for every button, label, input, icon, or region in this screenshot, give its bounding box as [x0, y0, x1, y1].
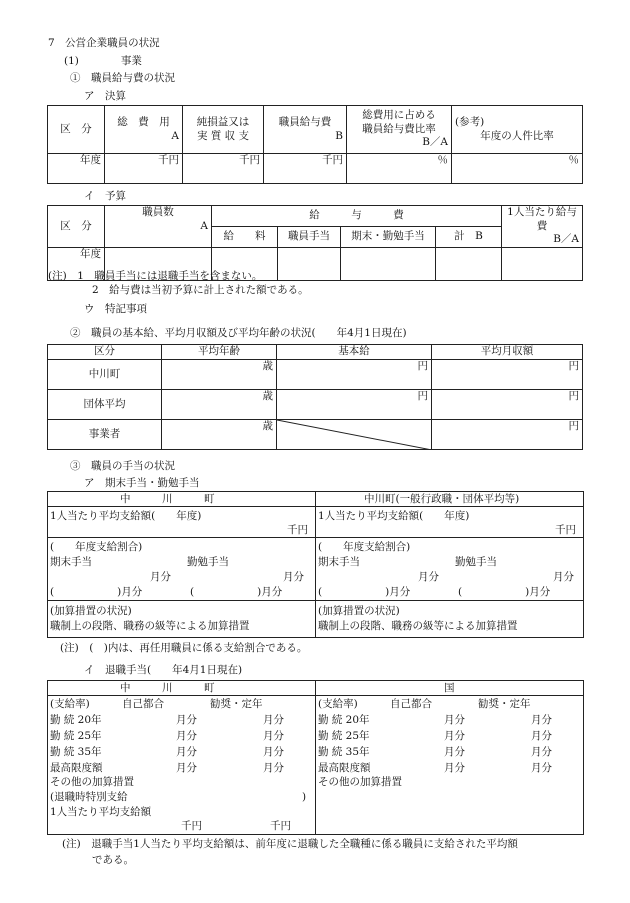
data-cell: [502, 247, 583, 280]
avg-payment-label: 1人当たり平均支給額( 年度): [318, 510, 470, 522]
months-unit: 月分: [176, 746, 197, 758]
unit-cell: 円: [432, 360, 583, 390]
col-header-salary-ratio: 総費用に占める 職員給与費比率 B／A: [347, 106, 452, 154]
unit-thousand-yen: 千円: [287, 524, 308, 536]
addon-text: 職制上の段階、職務の級等による加算措置: [50, 620, 250, 632]
kimatsu-label: 期末手当: [50, 556, 92, 568]
months-unit: 月分: [418, 571, 439, 583]
bonus-right-header: 中川町(一般行政職・団体平均等): [364, 493, 520, 505]
other-addon-label: その他の加算措置: [318, 776, 402, 788]
unit-cell: 歳: [162, 360, 277, 390]
item-heading: ② 職員の基本給、平均月収額及び平均年齢の状況( 年4月1日現在): [70, 327, 407, 339]
divider: [315, 680, 316, 834]
note-line: (注) 1 職員手当には退職手当を含まない。: [48, 270, 263, 282]
unit-cell: 千円: [183, 154, 264, 184]
data-cell: [278, 247, 341, 280]
months-unit: 月分: [531, 746, 552, 758]
years-label: 勤 続 20年: [318, 714, 370, 726]
divider: [47, 695, 583, 696]
months-unit: 月分: [263, 762, 284, 774]
rate-label: (支給率): [50, 698, 90, 710]
months-unit: 月分: [176, 714, 197, 726]
months-unit: 月分: [176, 730, 197, 742]
unit-cell: 円: [432, 390, 583, 420]
row-label: 団体平均: [48, 390, 162, 420]
years-label: 勤 続 25年: [318, 730, 370, 742]
addon-text: 職制上の段階、職務の級等による加算措置: [318, 620, 518, 632]
col-header-bonus: 期末・勤勉手当: [341, 226, 436, 247]
special-payment-label: (退職時特別支給: [50, 791, 128, 803]
months-unit: 月分: [150, 571, 171, 583]
unit-cell: 千円: [264, 154, 347, 184]
years-label: 勤 続 25年: [50, 730, 102, 742]
months-unit: 月分: [263, 730, 284, 742]
ratio-label: ( 年度支給割合): [50, 541, 143, 553]
months-unit: 月分: [263, 714, 284, 726]
base-salary-table: [47, 344, 583, 450]
divider: [315, 491, 316, 637]
months-unit: 月分: [531, 730, 552, 742]
note-line: (注) 退職手当1人当たり平均支給額は、前年度に退職した全職種に係る職員に支給された平均額: [62, 838, 518, 850]
divider: [47, 600, 583, 601]
col-header-kubun: 区 分: [48, 206, 105, 248]
col-header-kubun: 区 分: [48, 106, 105, 154]
ratio-label: ( 年度支給割合): [318, 541, 411, 553]
other-addon-label: その他の加算措置: [50, 776, 134, 788]
col-header-salary-group: 給 与 費: [212, 206, 502, 227]
section-heading: 7 公営企業職員の状況: [48, 37, 160, 49]
addon-title: (加算措置の状況): [50, 605, 132, 617]
addon-title: (加算措置の状況): [318, 605, 400, 617]
rate-label: (支給率): [318, 698, 358, 710]
col-header-net-income: 純損益又は 実 質 収 支: [183, 106, 264, 154]
data-cell: [341, 247, 436, 280]
retire-right-header: 国: [444, 682, 455, 694]
subsection-heading: (1) 事業: [64, 55, 142, 67]
col-header-per-person: 1人当たり給与費 B／A: [502, 206, 583, 248]
bonus-left-header: 中 川 町: [120, 493, 215, 505]
divider: [47, 537, 583, 538]
col-header-avg-monthly: 平均月収額: [432, 345, 583, 360]
avg-payment-label: 1人当たり平均支給額( 年度): [50, 510, 202, 522]
unit-cell: ％: [347, 154, 452, 184]
unit-thousand-yen: 千円: [555, 524, 576, 536]
years-label: 勤 続 35年: [318, 746, 370, 758]
unit-cell: 歳: [162, 390, 277, 420]
subitem-heading: イ 退職手当( 年4月1日現在): [84, 664, 243, 676]
col-header-kubun: 区分: [48, 345, 162, 360]
months-unit: 月分: [176, 762, 197, 774]
months-unit: 月分: [444, 730, 465, 742]
settlement-table: [47, 105, 583, 184]
divider: [47, 506, 583, 507]
months-unit: 月分: [531, 762, 552, 774]
reappointed-months: ( )月分: [50, 586, 143, 598]
col-header-base-salary: 基本給: [277, 345, 432, 360]
item-heading: ③ 職員の手当の状況: [70, 460, 175, 472]
subitem-heading: ア 期末手当・勤勉手当: [84, 477, 200, 489]
kinben-label: 勤勉手当: [455, 556, 497, 568]
reappointed-months: ( )月分: [458, 586, 551, 598]
col-header-allowance: 職員手当: [278, 226, 341, 247]
months-unit: 月分: [283, 571, 304, 583]
col-header-base-salary: 給 料: [212, 226, 278, 247]
col-header-total: 計 B: [436, 226, 502, 247]
months-unit: 月分: [553, 571, 574, 583]
row-label-year: 年度: [48, 154, 105, 184]
months-unit: 月分: [444, 746, 465, 758]
avg-payment-label: 1人当たり平均支給額: [50, 806, 152, 818]
months-unit: 月分: [444, 714, 465, 726]
unit-thousand-yen: 千円: [270, 820, 291, 832]
unit-cell: 円: [432, 420, 583, 450]
reappointed-months: ( )月分: [190, 586, 283, 598]
months-unit: 月分: [444, 762, 465, 774]
retirement-age-label: 勧奨・定年: [210, 698, 263, 710]
diagonal-line: [277, 420, 432, 450]
row-label-year: 年度: [48, 247, 105, 280]
unit-thousand-yen: 千円: [181, 820, 202, 832]
subitem-heading: ア 決算: [84, 90, 126, 102]
self-reason-label: 自己都合: [390, 698, 432, 710]
unit-cell: 千円: [105, 154, 183, 184]
subitem-heading: イ 予算: [84, 190, 126, 202]
reappointed-months: ( )月分: [318, 586, 411, 598]
years-label: 勤 続 35年: [50, 746, 102, 758]
unit-cell: 歳: [162, 420, 277, 450]
col-header-reference: (参考) 年度の人件比率: [452, 106, 583, 154]
col-header-staff-count: 職員数 A: [105, 206, 212, 248]
subitem-heading: ウ 特記事項: [84, 303, 147, 315]
kimatsu-label: 期末手当: [318, 556, 360, 568]
unit-cell: 円: [277, 390, 432, 420]
retire-left-header: 中 川 町: [120, 682, 215, 694]
months-unit: 月分: [531, 714, 552, 726]
years-label: 最高限度額: [50, 762, 103, 774]
col-header-salary-cost: 職員給与費 B: [264, 106, 347, 154]
months-unit: 月分: [263, 746, 284, 758]
self-reason-label: 自己都合: [122, 698, 164, 710]
item-heading: ① 職員給与費の状況: [70, 72, 175, 84]
col-header-avg-age: 平均年齢: [162, 345, 277, 360]
years-label: 最高限度額: [318, 762, 371, 774]
retirement-age-label: 勧奨・定年: [478, 698, 531, 710]
note-line: (注) ( )内は、再任用職員に係る支給割合である。: [60, 642, 308, 654]
note-line: 2 給与費は当初予算に計上された額である。: [92, 284, 309, 296]
diagonal-cell: [277, 420, 432, 450]
kinben-label: 勤勉手当: [187, 556, 229, 568]
special-payment-close: ): [302, 791, 307, 803]
col-header-total-cost: 総 費 用 A: [105, 106, 183, 154]
row-label: 事業者: [48, 420, 162, 450]
data-cell: [436, 247, 502, 280]
unit-cell: 円: [277, 360, 432, 390]
row-label: 中川町: [48, 360, 162, 390]
unit-cell: ％: [452, 154, 583, 184]
note-line: である。: [92, 854, 134, 866]
years-label: 勤 続 20年: [50, 714, 102, 726]
